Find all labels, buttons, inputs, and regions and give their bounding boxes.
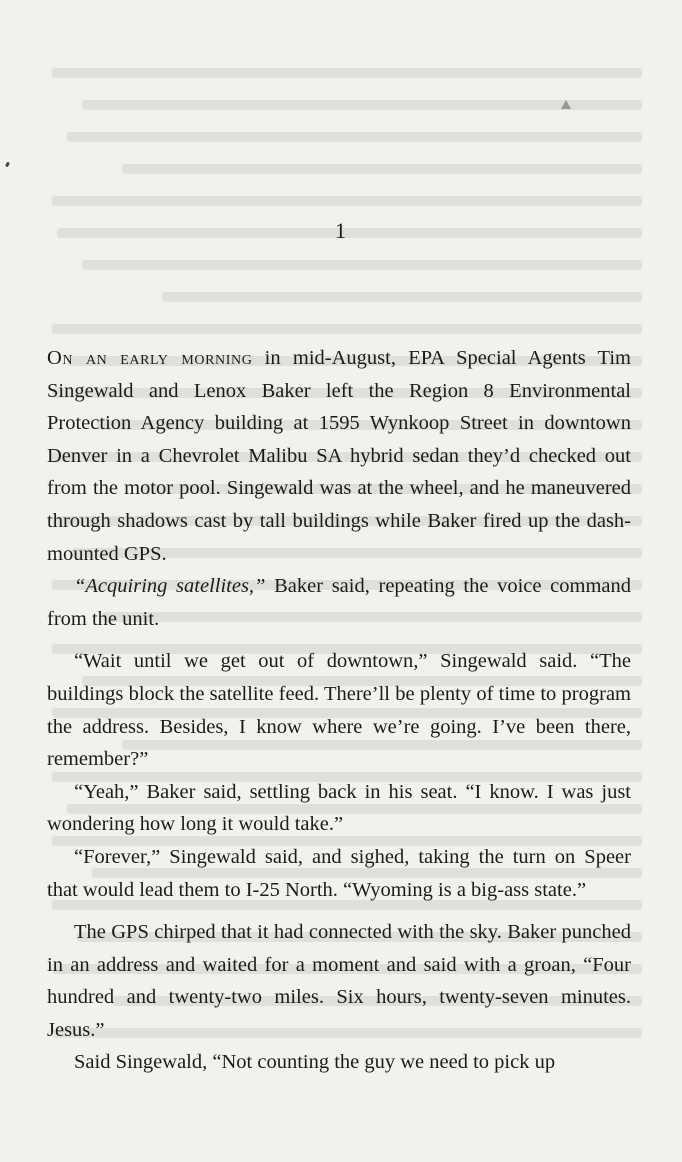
paper-speck [5, 162, 10, 168]
bleed-arrow-mark [561, 100, 571, 109]
bleed-line [122, 164, 642, 174]
bleed-line [82, 260, 642, 270]
bleed-line [67, 132, 642, 142]
paragraph-text: Baker said, repeating the voice command from the unit. [47, 575, 631, 630]
italic-quote: “Acquiring satellites,” [74, 575, 266, 598]
paragraph [47, 570, 631, 635]
bleed-line [52, 68, 642, 78]
bleed-line [52, 196, 642, 206]
bleed-line [162, 292, 642, 302]
paragraph: “Yeah,” Baker said, settling back in his seat. “I know. I was just wondering how long it would take.” [47, 780, 631, 836]
paragraph: “Forever,” Singewald said, and sighed, taking the turn on Speer that would lead them to I-25 North. “Wyoming is a big-ass state.” [47, 845, 631, 901]
paragraph: “Wait until we get out of downtown,” Singewald said. “The buildings block the satellite feed. There’ll be plenty of time to program the address. Besides, I know where we’re going. I’ve been there, remember?” [47, 650, 631, 771]
paragraph: The GPS chirped that it had connected with the sky. Baker punched in an address and waited for a moment and said with a groan, “Four hundred and twenty-two miles. Six hours, twenty-seven minutes. Jesus.” [47, 921, 631, 1041]
paragraph-opening [47, 342, 631, 570]
chapter-body [47, 342, 631, 1079]
paragraph-text: in mid-August, EPA Special Agents Tim Singewald and Lenox Baker left the Region 8 Environmental Protection Agency building at 1595 Wynkoop Street in downtown Denver in a Chevrolet Malibu SA hybrid sedan they’d checked out from the motor pool. Singewald was at the wheel, and he maneuvered through shadows cast by tall buildings while Baker fired up the dash-mounted GPS. [47, 347, 632, 565]
bleed-line [82, 100, 642, 110]
opening-small-caps: On an early morning [47, 347, 253, 369]
paragraph-last: Said Singewald, “Not counting the guy we need to pick up [74, 1051, 556, 1074]
chapter-number: 1 [335, 218, 347, 243]
bleed-line [52, 324, 642, 334]
